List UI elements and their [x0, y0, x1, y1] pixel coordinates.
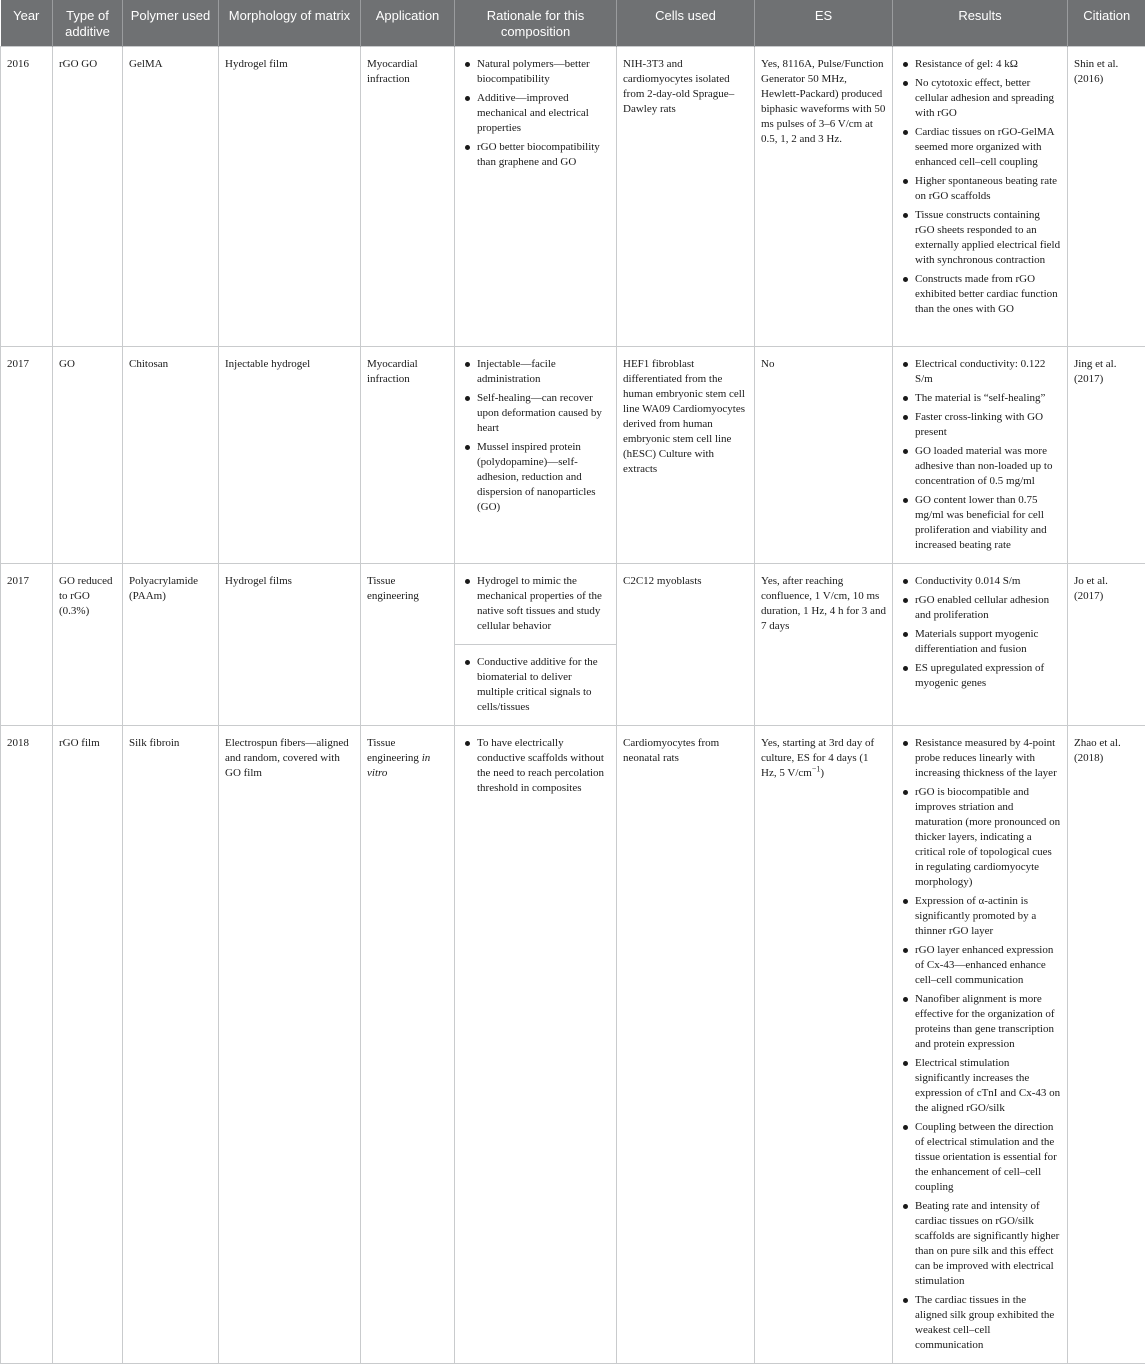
cell-rationale [455, 347, 617, 564]
list-item: Conductive additive for the biomaterial to deliver multiple critical signals to cells/tissues [477, 655, 610, 715]
list-item: GO loaded material was more adhesive than non-loaded up to concentration of 0.5 mg/ml [915, 444, 1061, 489]
cell-polymer: Chitosan [123, 347, 219, 564]
list-item: Resistance measured by 4-point probe reduces linearly with increasing thickness of the layer [915, 736, 1061, 781]
col-header-application: Application [361, 0, 455, 47]
list-item: rGO better biocompatibility than graphene and GO [477, 140, 610, 170]
cell-application: Tissue engineering [361, 564, 455, 726]
cell-year: 2017 [1, 347, 53, 564]
rationale-list [461, 655, 610, 715]
cell-rationale [455, 564, 617, 726]
application-italic-text: in vitro [367, 752, 430, 779]
list-item: Self-healing—can recover upon deformation caused by heart [477, 391, 610, 436]
results-list [899, 357, 1061, 553]
list-item: Nanofiber alignment is more effective for the organization of proteins than gene transcription and protein expression [915, 992, 1061, 1052]
cell-cells: C2C12 myoblasts [617, 564, 755, 726]
col-header-cells: Cells used [617, 0, 755, 47]
cell-es: Yes, 8116A, Pulse/Function Generator 50 MHz, Hewlett-Packard) produced biphasic waveforms with 50 ms pulses of 3–6 V/cm at 0.5, 1, 2 and 3 Hz. [755, 47, 893, 347]
table-body [1, 47, 1145, 1364]
cell-polymer: Polyacrylamide (PAAm) [123, 564, 219, 726]
list-item: To have electrically conductive scaffolds without the need to reach percolation threshold in composites [477, 736, 610, 796]
list-item: rGO enabled cellular adhesion and proliferation [915, 593, 1061, 623]
cell-results [893, 726, 1068, 1364]
list-item: Mussel inspired protein (polydopamine)—self-adhesion, reduction and dispersion of nanoparticles (GO) [477, 440, 610, 515]
cell-morphology: Injectable hydrogel [219, 347, 361, 564]
cell-citation: Jo et al. (2017) [1068, 564, 1145, 726]
table-row [1, 564, 1145, 726]
col-header-results: Results [893, 0, 1068, 47]
rationale-block [455, 644, 616, 725]
results-list [899, 736, 1061, 1353]
cell-year: 2018 [1, 726, 53, 1364]
list-item: The material is “self-healing” [915, 391, 1061, 406]
list-item: Higher spontaneous beating rate on rGO scaffolds [915, 174, 1061, 204]
list-item: Electrical conductivity: 0.122 S/m [915, 357, 1061, 387]
cell-results [893, 564, 1068, 726]
list-item: Beating rate and intensity of cardiac tissues on rGO/silk scaffolds are significantly higher than on pure silk and this effect can be improved with electrical stimulation [915, 1199, 1061, 1289]
list-item: Hydrogel to mimic the mechanical properties of the native soft tissues and study cellular behavior [477, 574, 610, 634]
list-item: No cytotoxic effect, better cellular adhesion and spreading with rGO [915, 76, 1061, 121]
list-item: Electrical stimulation significantly increases the expression of cTnI and Cx-43 on the aligned rGO/silk [915, 1056, 1061, 1116]
list-item: Expression of α-actinin is significantly promoted by a thinner rGO layer [915, 894, 1061, 939]
rationale-list [461, 736, 610, 796]
col-header-citation: Citiation [1068, 0, 1145, 47]
cell-year: 2016 [1, 47, 53, 347]
list-item: Resistance of gel: 4 kΩ [915, 57, 1061, 72]
cell-application: Myocardial infraction [361, 47, 455, 347]
list-item: Additive—improved mechanical and electrical properties [477, 91, 610, 136]
rationale-list [461, 357, 610, 515]
rationale-list [461, 57, 610, 170]
es-tail: ) [820, 767, 824, 779]
cell-application [361, 726, 455, 1364]
list-item: Constructs made from rGO exhibited better cardiac function than the ones with GO [915, 272, 1061, 317]
cell-cells: HEF1 fibroblast differentiated from the human embryonic stem cell line WA09 Cardiomyocytes derived from human embryonic stem cell line (hESC) Culture with extracts [617, 347, 755, 564]
cell-citation: Jing et al. (2017) [1068, 347, 1145, 564]
table-row [1, 47, 1145, 347]
list-item: Cardiac tissues on rGO-GelMA seemed more organized with enhanced cell–cell coupling [915, 125, 1061, 170]
list-item: GO content lower than 0.75 mg/ml was beneficial for cell proliferation and viability and increased beating rate [915, 493, 1061, 553]
list-item: ES upregulated expression of myogenic genes [915, 661, 1061, 691]
cell-cells: NIH-3T3 and cardiomyocytes isolated from 2-day-old Sprague–Dawley rats [617, 47, 755, 347]
list-item: Coupling between the direction of electrical stimulation and the tissue orientation is essential for the enhancement of cell–cell coupling [915, 1120, 1061, 1195]
col-header-additive: Type of additive [53, 0, 123, 47]
cell-additive: rGO film [53, 726, 123, 1364]
table-row [1, 347, 1145, 564]
cell-citation: Zhao et al. (2018) [1068, 726, 1145, 1364]
es-superscript: −1 [812, 764, 821, 773]
list-item: The cardiac tissues in the aligned silk group exhibited the weakest cell–cell communication [915, 1293, 1061, 1353]
col-header-rationale: Rationale for this composition [455, 0, 617, 47]
list-item: rGO layer enhanced expression of Cx-43—enhanced enhance cell–cell communication [915, 943, 1061, 988]
rationale-block [455, 564, 616, 644]
table-row [1, 726, 1145, 1364]
rationale-block [455, 47, 616, 180]
cell-additive: rGO GO [53, 47, 123, 347]
results-list [899, 57, 1061, 317]
rationale-block [455, 347, 616, 525]
application-text: Tissue engineering [367, 737, 419, 764]
col-header-polymer: Polymer used [123, 0, 219, 47]
cell-es [755, 726, 893, 1364]
col-header-morphology: Morphology of matrix [219, 0, 361, 47]
cell-morphology: Electrospun fibers—aligned and random, covered with GO film [219, 726, 361, 1364]
cell-es: Yes, after reaching confluence, 1 V/cm, 10 ms duration, 1 Hz, 4 h for 3 and 7 days [755, 564, 893, 726]
cell-year: 2017 [1, 564, 53, 726]
cell-application: Myocardial infraction [361, 347, 455, 564]
cell-additive: GO reduced to rGO (0.3%) [53, 564, 123, 726]
cell-rationale [455, 47, 617, 347]
cell-cells: Cardiomyocytes from neonatal rats [617, 726, 755, 1364]
col-header-year: Year [1, 0, 53, 47]
cell-additive: GO [53, 347, 123, 564]
list-item: Tissue constructs containing rGO sheets responded to an externally applied electrical field with synchronous contraction [915, 208, 1061, 268]
rationale-list [461, 574, 610, 634]
rationale-block [455, 726, 616, 806]
results-list [899, 574, 1061, 691]
list-item: Natural polymers—better biocompatibility [477, 57, 610, 87]
cell-es: No [755, 347, 893, 564]
list-item: Injectable—facile administration [477, 357, 610, 387]
cell-morphology: Hydrogel films [219, 564, 361, 726]
cell-rationale [455, 726, 617, 1364]
col-header-es: ES [755, 0, 893, 47]
cell-morphology: Hydrogel film [219, 47, 361, 347]
list-item: Conductivity 0.014 S/m [915, 574, 1061, 589]
cell-results [893, 347, 1068, 564]
header-row [1, 0, 1145, 47]
es-text: Yes, starting at 3rd day of culture, ES for 4 days (1 Hz, 5 V/cm [761, 737, 874, 779]
cell-results [893, 47, 1068, 347]
list-item: Materials support myogenic differentiation and fusion [915, 627, 1061, 657]
list-item: rGO is biocompatible and improves striation and maturation (more pronounced on thicker layers, indicating a critical role of topological cues in regulating cardiomyocyte morphology) [915, 785, 1061, 890]
cell-polymer: Silk fibroin [123, 726, 219, 1364]
cell-polymer: GelMA [123, 47, 219, 347]
list-item: Faster cross-linking with GO present [915, 410, 1061, 440]
cell-citation: Shin et al. (2016) [1068, 47, 1145, 347]
